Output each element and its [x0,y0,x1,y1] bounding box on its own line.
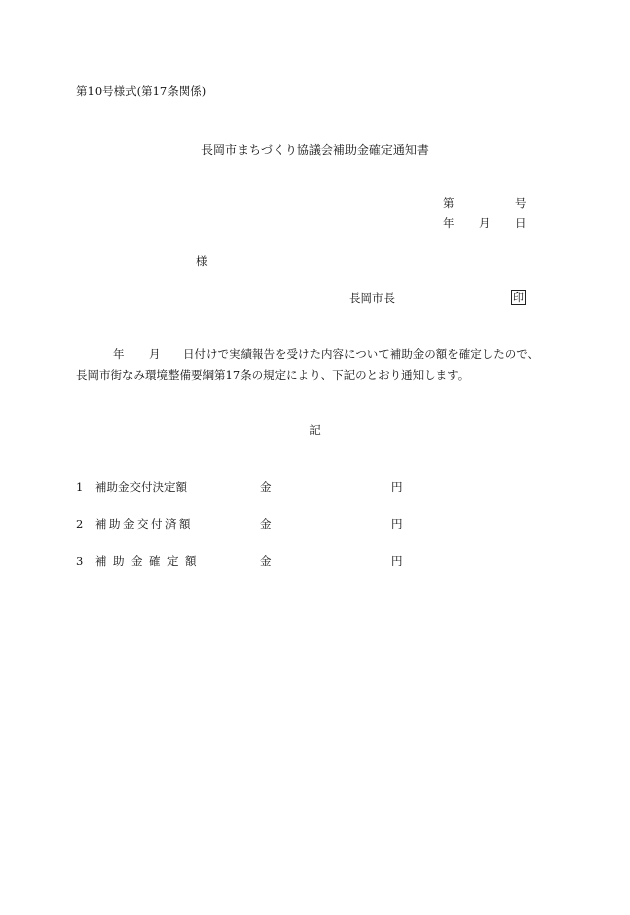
item-number: 1 [76,480,84,494]
item-kin: 金 [260,554,272,568]
item-kin: 金 [260,480,272,494]
document-number-label: 第 [443,196,455,210]
item-yen: 円 [391,517,403,531]
item-label: 補助金交付決定額 [95,480,187,494]
item-number: 2 [76,517,84,531]
addressee-honorific: 様 [196,254,208,268]
document-number-suffix: 号 [515,196,527,210]
ki-heading: 記 [309,423,321,437]
item-yen: 円 [391,554,403,568]
body-month-label: 月 [149,347,161,361]
item-kin: 金 [260,517,272,531]
date-month-label: 月 [479,216,491,230]
issuer-title: 長岡市長 [349,291,395,305]
date-day-label: 日 [515,216,527,230]
item-yen: 円 [391,480,403,494]
date-year-label: 年 [443,216,455,230]
item-number: 3 [76,554,84,568]
body-text-line-2: 長岡市街なみ環境整備要綱第17条の規定により、下記のとおり通知します。 [76,368,470,382]
document-title: 長岡市まちづくり協議会補助金確定通知書 [201,143,429,157]
form-number: 第10号様式(第17条関係) [76,84,207,98]
body-year-label: 年 [113,347,125,361]
item-label: 補助金交付済額 [95,517,193,531]
body-text-line-1: 日付けで実績報告を受けた内容について補助金の額を確定したので、 [183,347,540,361]
item-label: 補助金確定額 [95,554,203,568]
seal-mark: 印 [513,291,524,304]
